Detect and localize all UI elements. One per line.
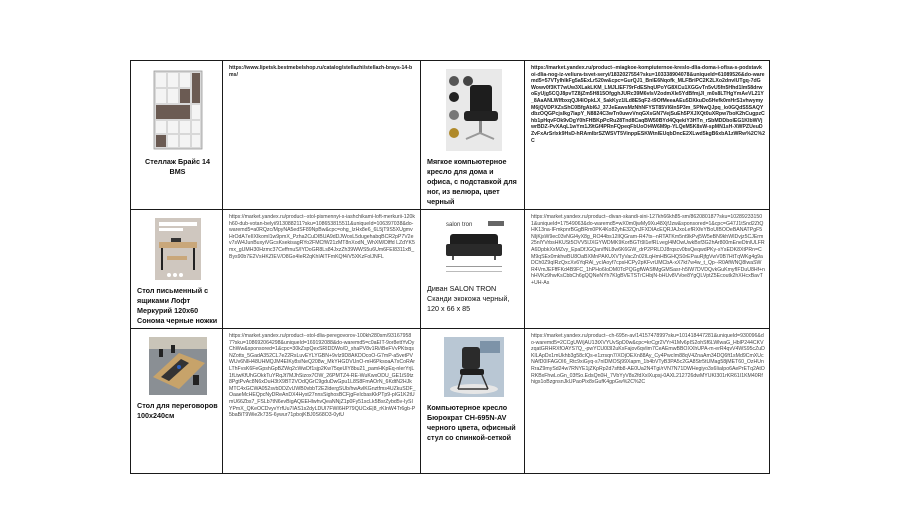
product-cell — [421, 329, 525, 474]
product-link[interactable]: https://www.lipetsk.bestmebelshop.ru/catalog/stellazhi/stellazh-brays-14-bms/ — [229, 65, 413, 78]
product-link[interactable]: https://market.yandex.ru/product--divan-skandi-sini-127kh66kh85-sm/862080187?sku=102892331501&uniqueId=17549063&do-waremd5=wX0m0jwMy9Xu48XjfJzw&sponsored=1&cpc=G47J1tSnd2ZtQHK13na-IFmkpnrBGgBRm0PK4Ko82yhE32QnJFXDIAcEQRJAJxoLefRXfeYBoUIBOOeBANATPgF5NIjKjsW9ec03vNGl4yX8g_RO44bs12lIQGram-R47ts--nRTATKm5nt9kPvj5W5eBN9khWIDvjz5CJErm25nlYVrbsHKUSt5OVV5lJXGYWDMK9KorBGTt9l1efRLvegI4MOwUwkBxf3G2hAr800mEneDtnlULFRA6DpbkXxMZvy_EpaDfJGQan/fNL8w6K6GW_drP2PRLDJ8rqscv0bsQeqwdPKy-sYsEDK8XtPRn=CM9qSEx0mkhwBU8OaBXMnPAKUXVTyVacZn02ILqHmHBGHQS0rEPauRjfgVwV0B7HtTqWKg4g9aDCh0Z9qIRzQxcXv6YqRAl_ycIAoyf7cpsHCPy2pKFvrUMCbA-xX7kt7w4w_t_Qp--R0AfWNQ8lwaSWR4VmJEFffFKd4B9FC_1hPHo6IoDM0TcPQGgfWASfMgGMSasr-h5IW7DVDQvkGuKmyfIFDuU8Hf+nhHVKz9hwKsCbbCh6gQQNeNYh7KIgBVETSTrCHbjN-bHUv8VVoe8YgQLVptZ5Ecoutk2hXHcxBavT+UH-As — [531, 214, 765, 286]
product-cell — [131, 61, 223, 210]
table-row — [131, 61, 770, 210]
armchair-image — [446, 69, 502, 151]
sofa-image — [434, 218, 514, 278]
product-link[interactable]: https://market.yandex.ru/product--stol-dlia-peregovorov-100kh280sm/931679587?sku=108692064298&uniqueId=169192088&do-waremd5=c0aEIT-9or8ettYvDyChWw&sponsored=1&cpc=30kZspQexSRIDDWo/D_shaPV8v1Ri/iBeFVvPKtxqsNZotts_5GadA352CL7e22RsLuvEYLYGBN+9vIz9D8AKDOcoO-G7mP-a5vetPVWUv6NIH48UHMQJM4EIKy8s/NeQ208w_MkYHGDVUnO-mH6PksoaA7xCoRArLThFvsK6FeGpshGpBZWq2cWwDf1sjp2Kw75qeUlY8bu21_pamHKpEq-nlerYrjL1fLtwKfUhGOkkTuYRqJt7MJhSizox7OW_26PMTZ4-RE-WuKwxODU_GE1iS9tz8PgtPvAc8N6xDuH3tX9BT2VOdQGrC9gduDwGpu1L8S8FmAOrN_6KdtN2HJkMTC4xGCWA052svbDDZvUWB0vbbT2E2ldergSUb/hwAvlKGnztfms4UZkuSDF_OaaeMcHEQpcNyDReAnDX4Hyst27nnsSighosBCFjgFeIcbasKkPTp9-pIG1K2tUmU66Zbs7_FSLb7tN6evBigAQEEHlwhvQeaNNjZ1p0Fy51scLk5BsrZybd5v-IySIYPmX_QKeOCDvyvYrfUu7IAS1s2dyLDUI7FWI6HP79QUCxE|8_rKInW4Tr6gb-P5baBiT9Wie2k73S-6ywur71pbojKBJ0S68O3-0ytU — [229, 333, 416, 419]
product-cell — [131, 210, 223, 329]
product-link[interactable]: https://market.yandex.ru/product--ch-695n-av/1415747899?sku=101418447281&uniqueId=930096&do-waremd5=2CCgUW/jAU13tXVYUvSpD0w&cpc=krCgr2VYr41Mv6pIS2ohSf6LWlwaG_HblP244CKVzqatGRHRXfOAYS7Q_-pwYCU0l3I2uKxFajov6qvlim7CeAEmwBBOXXhUPA-m-erR4qvV4WS95cZuDKlLApDx1mUkhb3g58cIQs-e1zrsqn7/XOjOEXn88Ay_Cy4PwcIm88qV4ZnaAm34DQ6ft1sMd9CmXUcNAfD0IFAGOI6_Rtc9xiGyq-s7nlDMOSj99Xapm_1b4bVTyB3PA5c2GA8Str5tUMag58jMET60_OzHUnRraZ9mySd24w7RNYE1jZKpRp2d7sftb8-AE0Ua2N4Tgi/rVN7N71DWHegiyo3s6IiaIpo6AePrETq2AtORKBxFhwLoGn_03fSo.EdsQn0H_7VbYyV8s2fdXxlXupsj-0AXL212726dwMYUKI301rKR61I1KM40Rfhigs1oBzgnsnJkUPaoPix8xGufK4gpGw%2C%2C — [531, 333, 765, 386]
product-cell — [421, 61, 525, 210]
product-cell — [421, 210, 525, 329]
product-name: Диван SALON TRON Сканди экокожа черный, 120 x 66 x 85 — [427, 284, 510, 313]
url-cell — [223, 61, 421, 210]
desk-image — [155, 218, 201, 280]
url-cell — [525, 61, 770, 210]
url-cell — [223, 329, 421, 474]
sofa-brand-logo: salon tron — [445, 222, 472, 228]
product-link[interactable]: https://market.yandex.ru/product--miagkoe-kompiuternoe-kreslo-dlia-doma-i-ofisa-s-podstavkoi-dlia-nog-iz-veliura-tsvet-seryi/1832027554?sku=103338904078&uniqueId=61089526&do-waremd5=57VTylhlkFg5a5ExLr520w&cpc=GurQJ1_BnlE6Nqofk_MLFBriPC2K2LXo2dnvlUTgq-7dGWowv0f3KT7wUw3XLakLKM_LMJLIEF79rFdEShqUPoYG8XCu1XGGvTn5vU5fn5Hhd1lm58drwoEyUjg5CQJ8pvTZ8jZm5H815OfgghJURc39M6vIsV2odmXle5YdBfmjJl_m0s8LTHgYmAeVL21Y_8AaANLWlfbxqQJI4lOpkLX_5akKyz1ILd8E5qF2-t9OfMeeaAEu5DXkuDo5Hefk0mHrS1vhwymyM6jQVDPXZsShC0BfgAbl6J_37JeEawsMzNhNFYST85VI6In5P3m_5PNwQJpq_lo0GQdS5SAQYdbzOQGPcjsIkg7lapY_N8824C3wTn0uwvVnqGXsGN7VejSuEh5PXJXQt0uXRpw7boK2hCugpzChb1pHqvFOk9vDgY0hFHBKpPcRu28Tnd8CaqBW50BYd4QqekiY3HTn_rSbMDDbolEG1KlbWVjwrBDZ-PvXAqL1wYm1J9tGf4PRnFQpeqFbUoOt4W6M9p-YLQeM5K8sW-spMN1sH-XWPZUeuDZvFxArSrlxk9HsD-hRAmlbrSZWSVT5VinppESKWtnIEUqbDncE2XLwd5kgB6xbA1zWRw%2C%2C — [531, 65, 765, 144]
product-name: Стол письменный с ящиками Лофт Меркурий 120х60 Сонома черные ножки — [137, 286, 218, 325]
url-cell — [223, 210, 421, 329]
table-row — [131, 329, 770, 474]
url-cell — [525, 210, 770, 329]
url-cell — [525, 329, 770, 474]
product-name: Стеллаж Брайс 14 BMS — [145, 157, 210, 176]
product-cell — [131, 329, 223, 474]
table-row — [131, 210, 770, 329]
product-links-table — [130, 60, 770, 474]
product-link[interactable]: https://market.yandex.ru/product--stol-pismennyi-s-iashchikami-loft-merkurii-120kh60-dub-votan-belyi/913088211?sku=108653815511&uniqueId=106397038&do-waremd5=a0RQzc/MpyNA5edSF89NpBw&cpc=ohg_IzHx8e6_6L5jT9S5XUgmvHrOdA7eIIXIkomI1w9pmX_Pzha2CuDIBUA9dDJWoxL5dugehabqBCR2pP7V2ev7sW4JunBuxyiVGcsKsekisagRYo2FMCfW21zMT8nXodN_WhXM/Dlffd LZdYK5mx_gUMH30Hzmc37CeffrnuS/IYDoGR8Ls84JxzZh39WWS5u6Um6FEI8311xB_Bys90b7E2VsHKZIEV/O8Gx4IeR2qKhIAlTFmKQf4/V5XKzFolJNFL — [229, 214, 415, 260]
mesh-chair-image — [444, 337, 504, 397]
meeting-table-image — [149, 337, 207, 395]
product-name: Компьютерное кресло Бюрократ CH-695N-AV черного цвета, офисный стул со спинкой-сеткой — [427, 403, 516, 442]
product-name: Мягкое компьютерное кресло для дома и офиса, с подставкой для ног, из велюра, цвет черный — [427, 157, 517, 206]
shelf-image — [152, 69, 204, 151]
product-name: Стол для переговоров 100x240см — [137, 401, 218, 420]
